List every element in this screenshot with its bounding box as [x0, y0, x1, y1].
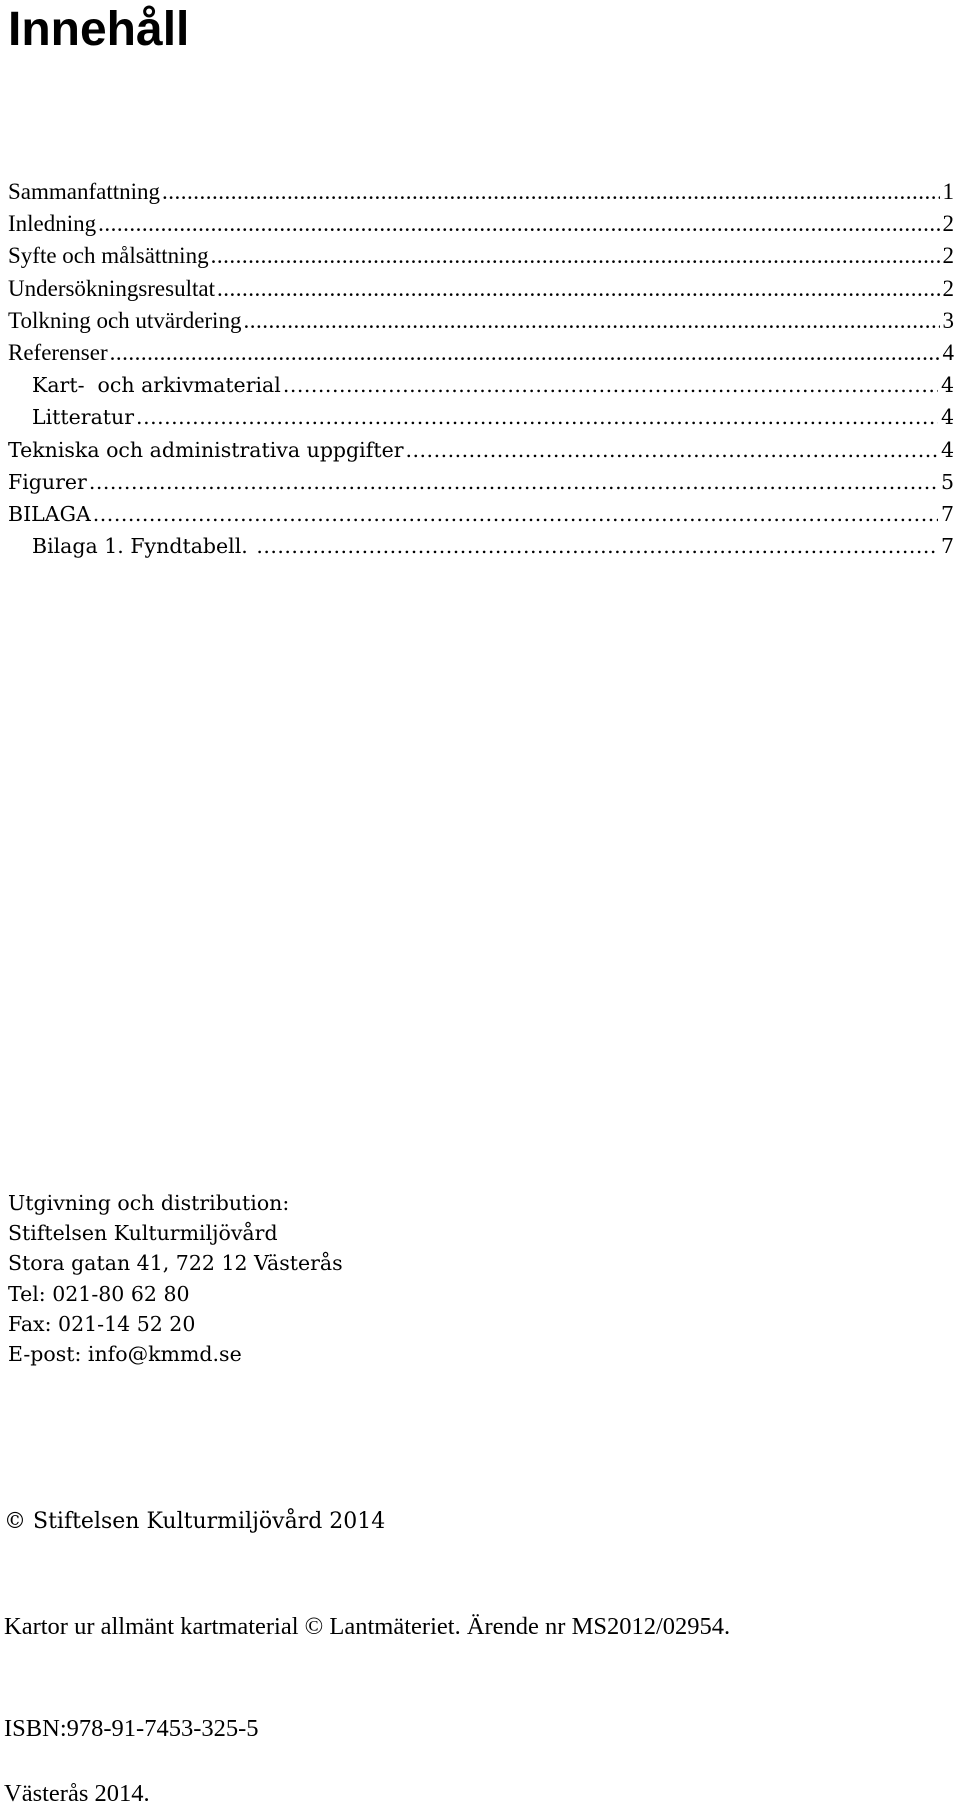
- toc-dot-leader: [211, 240, 940, 272]
- publisher-imprint: [8, 1188, 343, 1369]
- toc-item-page: 4: [942, 339, 954, 365]
- toc-item-title: Litteratur: [32, 405, 135, 430]
- toc-item-title: Tolkning och utvärdering: [8, 307, 242, 333]
- toc-subitem[interactable]: [8, 369, 954, 401]
- toc-item-title: Undersökningsresultat: [8, 275, 215, 301]
- toc-item-title: Kart- och arkivmaterial: [32, 373, 281, 398]
- table-of-contents: [8, 176, 954, 562]
- toc-item-page: 4: [940, 373, 954, 398]
- place-and-date: Västerås 2014.: [4, 1780, 150, 1807]
- toc-item-title: BILAGA: [8, 501, 91, 526]
- toc-dot-leader: [256, 530, 938, 562]
- toc-dot-leader: [243, 305, 939, 337]
- toc-item[interactable]: [8, 498, 954, 530]
- toc-item-page: 2: [942, 275, 954, 301]
- publisher-address: Stora gatan 41, 722 12 Västerås: [8, 1251, 343, 1276]
- toc-item-page: 7: [940, 534, 954, 559]
- toc-item[interactable]: [8, 434, 954, 466]
- toc-item-title: Sammanfattning: [8, 179, 161, 204]
- toc-item-page: 3: [942, 307, 954, 333]
- toc-item[interactable]: [8, 337, 954, 369]
- toc-item-page: 4: [940, 437, 954, 462]
- toc-dot-leader: [110, 337, 940, 369]
- copyright-notice: © Stiftelsen Kulturmiljövård 2014: [4, 1509, 386, 1534]
- imprint-label: Utgivning och distribution:: [8, 1191, 290, 1215]
- publisher-email: E-post: info@kmmd.se: [8, 1341, 242, 1366]
- toc-item[interactable]: [8, 208, 954, 240]
- toc-subitem[interactable]: [8, 401, 954, 433]
- toc-item-title: Tekniska och administrativa uppgifter: [8, 437, 404, 462]
- toc-item[interactable]: [8, 176, 954, 208]
- toc-dot-leader: [406, 434, 938, 466]
- toc-item-title: Bilaga 1. Fyndtabell.: [32, 534, 255, 559]
- toc-item-title: Referenser: [8, 339, 108, 365]
- toc-item-title: Inledning: [8, 211, 97, 237]
- toc-dot-leader: [162, 176, 939, 208]
- publisher-name: Stiftelsen Kulturmiljövård: [8, 1221, 278, 1246]
- page-title: Innehåll: [8, 3, 190, 56]
- toc-dot-leader: [89, 466, 938, 498]
- isbn-number: ISBN:978-91-7453-325-5: [4, 1715, 259, 1742]
- toc-item[interactable]: [8, 466, 954, 498]
- toc-dot-leader: [136, 401, 938, 433]
- toc-item[interactable]: [8, 273, 954, 305]
- toc-item-title: Figurer: [8, 469, 87, 494]
- toc-dot-leader: [93, 498, 938, 530]
- toc-item-page: 4: [940, 405, 954, 430]
- map-copyright-notice: Kartor ur allmänt kartmaterial © Lantmäteriet. Ärende nr MS2012/02954.: [4, 1613, 731, 1640]
- toc-item[interactable]: [8, 240, 954, 272]
- toc-dot-leader: [283, 369, 938, 401]
- toc-item-page: 5: [940, 469, 954, 494]
- toc-item-page: 2: [942, 211, 954, 237]
- toc-item-page: 1: [942, 179, 954, 204]
- toc-dot-leader: [217, 273, 940, 305]
- toc-item-title: Syfte och målsättning: [8, 243, 209, 269]
- toc-item[interactable]: [8, 305, 954, 337]
- publisher-phone: Tel: 021-80 62 80: [8, 1281, 190, 1306]
- publisher-fax: Fax: 021-14 52 20: [8, 1311, 196, 1336]
- toc-item-page: 7: [940, 501, 954, 526]
- toc-subitem[interactable]: [8, 530, 954, 562]
- toc-item-page: 2: [942, 243, 954, 269]
- toc-dot-leader: [98, 208, 939, 240]
